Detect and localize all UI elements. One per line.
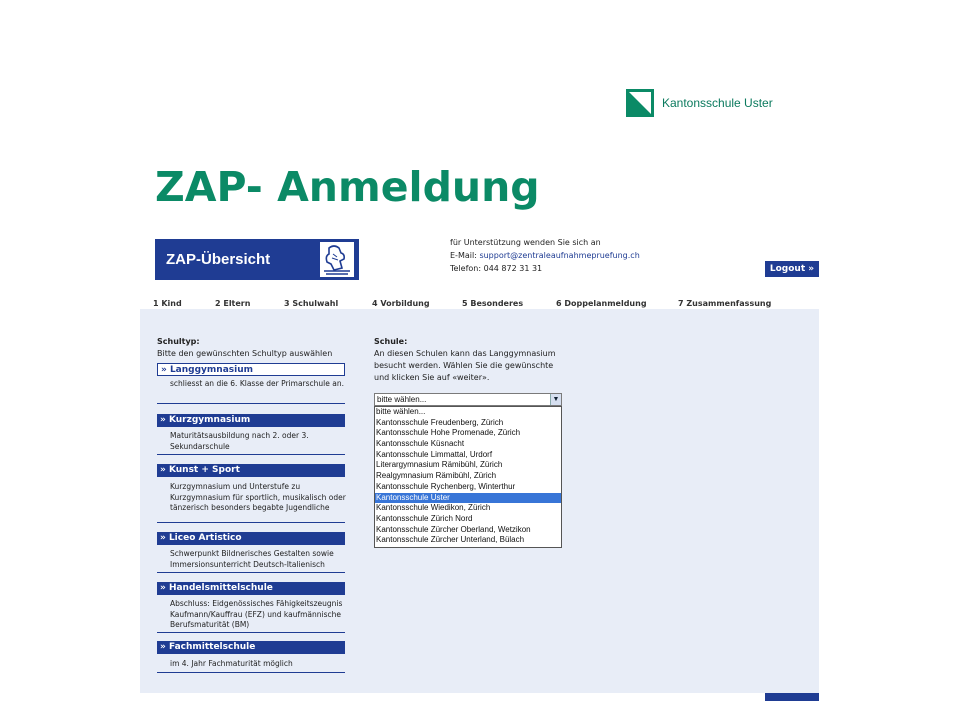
schultyp-kunst-sport-button[interactable]: » Kunst + Sport [157,464,345,477]
dropdown-option[interactable]: Kantonsschule Zürcher Oberland, Wetzikon [376,524,531,534]
divider [157,454,345,455]
schultyp-handelsmittelschule-desc: Abschluss: Eidgenössisches Fähigkeitszeugnis Kaufmann/Kauffrau (EFZ) und kaufmännische Berufsmaturität (BM) [170,599,343,629]
next-button-partial[interactable] [765,693,819,701]
page-title: ZAP- Anmeldung [155,163,540,211]
dropdown-option[interactable]: Kantonsschule Zürich Nord [376,513,473,523]
schultyp-kunst-sport-desc: Kurzgymnasium und Unterstufe zu Kurzgymnasium für sportlich, musikalisch oder tänzerisch besonders begabte Jugendliche [170,482,346,512]
school-select[interactable] [374,393,562,406]
schule-heading: Schule: [374,337,408,346]
lion-crest-icon [320,242,354,277]
school-name: Kantonsschule Uster [662,96,773,110]
dropdown-option[interactable]: Realgymnasium Rämibühl, Zürich [376,471,497,481]
schultyp-kurzgymnasium-desc: Maturitätsausbildung nach 2. oder 3. Sekundarschule [170,431,309,451]
dropdown-option[interactable]: Kantonsschule Limmattal, Urdorf [376,449,493,459]
schultyp-liceo-artistico-desc: Schwerpunkt Bildnerisches Gestalten sowie Immersionsunterricht Deutsch-Italienisch [170,549,334,569]
schule-instruction: An diesen Schulen kann das Langgymnasium besucht werden. Wählen Sie die gewünschte und klicken Sie auf «weiter». [374,349,556,382]
step-kind[interactable]: 1 Kind [153,299,182,308]
step-besonderes[interactable]: 5 Besonderes [462,299,524,308]
divider [157,672,345,673]
dropdown-option[interactable]: Kantonsschule Rychenberg, Winterthur [376,481,516,491]
dropdown-option[interactable]: Kantonsschule Küsnacht [376,439,465,449]
support-email-row [450,249,640,262]
support-email-link[interactable]: support@zentraleaufnahmepruefung.ch [479,251,640,260]
schultyp-liceo-artistico-button[interactable]: » Liceo Artistico [157,532,345,545]
support-intro: für Unterstützung wenden Sie sich an [450,238,601,247]
dropdown-option[interactable]: Kantonsschule Wiedikon, Zürich [376,503,491,513]
dropdown-option[interactable]: Kantonsschule Freudenberg, Zürich [376,417,504,427]
divider [157,572,345,573]
divider [157,632,345,633]
dropdown-option[interactable]: Kantonsschule Zürcher Unterland, Bülach [376,535,525,545]
support-email-label: E-Mail: [450,251,477,260]
dropdown-option[interactable]: Literargymnasium Rämibühl, Zürich [376,460,503,470]
schultyp-fachmittelschule-desc: im 4. Jahr Fachmaturität möglich [170,659,293,668]
divider [157,522,345,523]
schultyp-handelsmittelschule-button[interactable]: » Handelsmittelschule [157,582,345,595]
step-doppelanmeldung[interactable]: 6 Doppelanmeldung [556,299,647,308]
support-info [450,236,640,275]
logout-button[interactable]: Logout » [765,261,819,277]
divider [157,403,345,404]
canton-logo-icon [626,89,654,117]
step-vorbildung[interactable]: 4 Vorbildung [372,299,430,308]
support-phone: Telefon: 044 872 31 31 [450,264,543,273]
schultyp-fachmittelschule-button[interactable]: » Fachmittelschule [157,641,345,654]
chevron-down-icon[interactable]: ▼ [550,394,561,405]
schultyp-langgymnasium-desc: schliesst an die 6. Klasse der Primarschule an. [170,379,344,388]
schultyp-heading: Schultyp: [157,337,200,346]
banner-title: ZAP-Übersicht [166,251,271,268]
school-dropdown-list [374,406,562,548]
schultyp-instruction: Bitte den gewünschten Schultyp auswählen [157,349,333,358]
dropdown-option-highlighted[interactable]: Kantonsschule Uster [375,493,561,504]
schultyp-langgymnasium-button[interactable]: » Langgymnasium [157,363,345,376]
schultyp-kurzgymnasium-button[interactable]: » Kurzgymnasium [157,414,345,427]
dropdown-option[interactable]: Kantonsschule Hohe Promenade, Zürich [376,428,521,438]
step-eltern[interactable]: 2 Eltern [215,299,251,308]
app-banner [155,239,359,280]
dropdown-option[interactable]: bitte wählen... [376,407,426,416]
step-schulwahl[interactable]: 3 Schulwahl [284,299,339,308]
school-select-value: bitte wählen... [377,395,427,404]
step-zusammenfassung[interactable]: 7 Zusammenfassung [678,299,772,308]
